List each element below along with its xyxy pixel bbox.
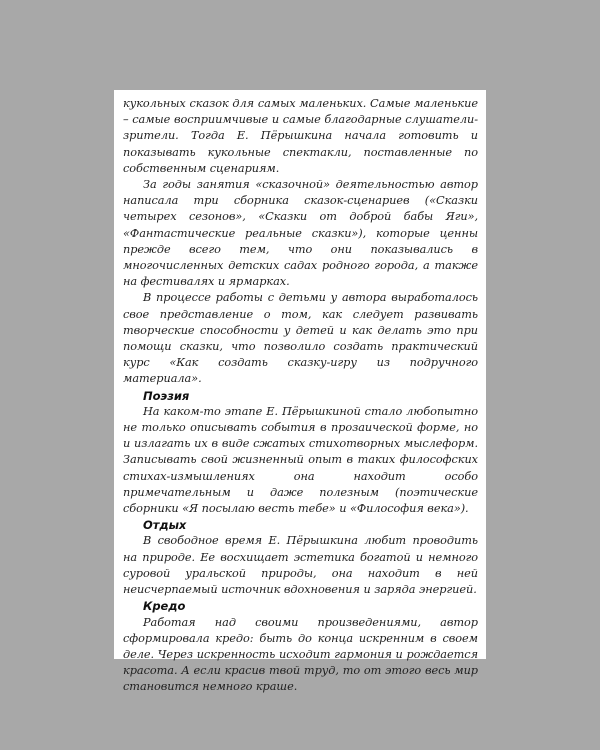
page-text (123, 96, 478, 696)
book-page (114, 90, 486, 694)
section-heading-poetry: Поэзия (143, 388, 190, 403)
paragraph: За годы занятия «сказочной» деятельностью автор написала три сборника сказок-сценариев («Сказки четырех сезонов», «Сказки от доброй бабы Яги», «Фантастические реальные сказки»), которые ценны прежде всего тем, что они показывались в многочисленных детских садах родного города, а также на фестивалях и ярмарках. (123, 178, 478, 289)
paragraph: кукольных сказок для самых маленьких. Самые маленькие – самые восприимчивые и самые благодарные слушатели-зрители. Тогда Е. Пёрышкина начала готовить и показывать кукольные спектакли, поставленные по собственным сценариям. (123, 97, 478, 175)
section-heading-credo: Кредо (143, 599, 186, 614)
section-text-rest: В свободное время Е. Пёрышкина любит проводить на природе. Ее восхищает эстетика богатой и немного суровой уральской природы, она находит в ней неисчерпаемый источник вдохновения и заряда энергией. (123, 534, 478, 597)
section-text-credo: Работая над своими произведениями, автор сформировала кредо: быть до конца искренним в своем деле. Через искренность исходит гармония и рождается красота. А если красив твой труд, то от этого весь мир становится немного краше. (123, 615, 478, 694)
section-text-poetry: На каком-то этапе Е. Пёрышкиной стало любопытно не только описывать события в прозаической форме, но и излагать их в виде сжатых стихотворных мыслеформ. Записывать свой жизненный опыт в таких философских стихах-измышлениях она находит особо примечательным и даже полезным (поэтические сборники «Я посылаю весть тебе» и «Философия века»). (123, 404, 478, 516)
paragraph: В процессе работы с детьми у автора выработалось свое представление о том, как следует развивать творческие способности у детей и как делать это при помощи сказки, что позволило создать практический курс «Как создать сказку-игру из подручного материала». (123, 291, 478, 386)
section-heading-rest: Отдых (143, 518, 187, 533)
